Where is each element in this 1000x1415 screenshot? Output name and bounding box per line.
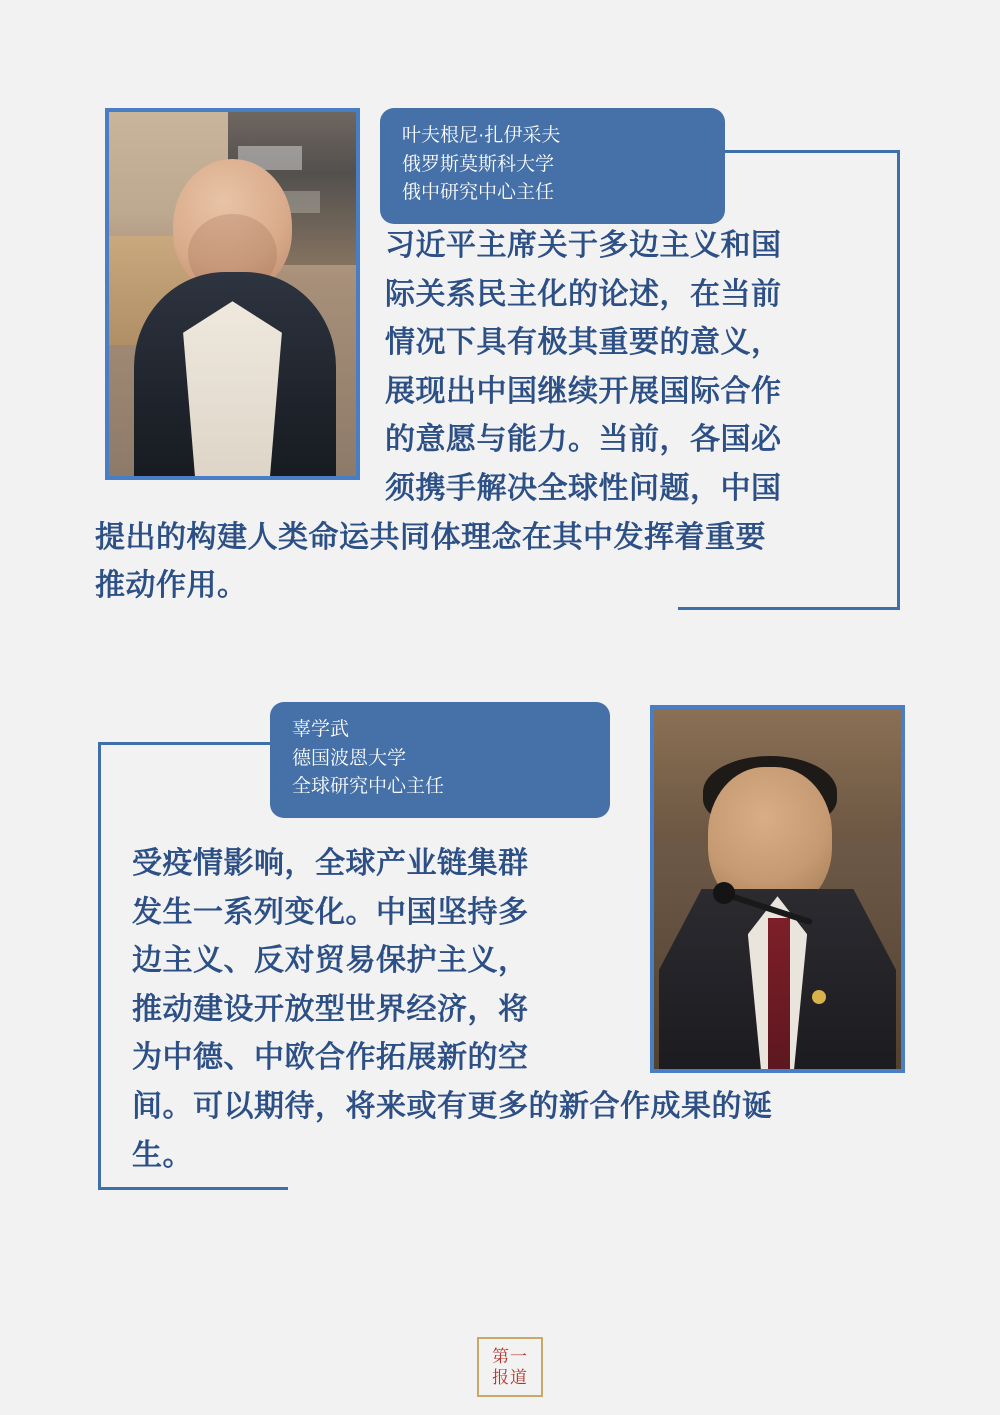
- quote-line: 展现出中国继续开展国际合作: [385, 373, 782, 409]
- quote-line: 的意愿与能力。当前，各国必: [385, 422, 782, 458]
- quote-line: 边主义、反对贸易保护主义，: [132, 943, 529, 979]
- quote-line: 际关系民主化的论述，在当前: [385, 276, 782, 312]
- quote-line: 情况下具有极其重要的意义，: [385, 325, 782, 361]
- expert-1-quote-indented: [385, 222, 875, 514]
- quote-line: 推动作用。: [95, 568, 248, 604]
- expert-block-1: [0, 0, 1000, 640]
- expert-1-affiliation: 俄罗斯莫斯科大学: [402, 153, 555, 175]
- expert-2-namecard: [270, 702, 610, 818]
- quote-line: 习近平主席关于多边主义和国: [385, 228, 782, 263]
- expert-1-namecard: [380, 108, 725, 224]
- quote-line: 提出的构建人类命运共同体理念在其中发挥着重要: [95, 519, 766, 555]
- expert-2-title: 全球研究中心主任: [292, 776, 445, 797]
- quote-line: 须携手解决全球性问题，中国: [385, 470, 782, 506]
- expert-2-quote-wide: [132, 1083, 892, 1180]
- expert-block-2: [0, 680, 1000, 1240]
- quote-line: 间。可以期待，将来或有更多的新合作成果的诞: [132, 1088, 773, 1124]
- footer-logo-line-2: 报道: [492, 1368, 528, 1387]
- quote-line: 推动建设开放型世界经济，将: [132, 991, 529, 1027]
- expert-1-quote: [95, 222, 875, 611]
- expert-2-quote-narrow: [132, 840, 602, 1083]
- expert-1-quote-full: [95, 514, 885, 611]
- quote-line: 为中德、中欧合作拓展新的空: [132, 1040, 529, 1076]
- footer-logo: [477, 1337, 543, 1397]
- quote-line: 发生一系列变化。中国坚持多: [132, 894, 529, 930]
- expert-1-name: 叶夫根尼·扎伊采夫: [402, 125, 561, 146]
- expert-2-name: 辜学武: [292, 719, 350, 740]
- quote-line: 受疫情影响，全球产业链集群: [132, 846, 529, 881]
- expert-2-affiliation: 德国波恩大学: [292, 747, 407, 769]
- expert-1-title: 俄中研究中心主任: [402, 182, 555, 203]
- expert-2-quote: [132, 840, 892, 1180]
- quote-line: 生。: [132, 1137, 193, 1173]
- footer-logo-line-1: 第一: [492, 1346, 528, 1366]
